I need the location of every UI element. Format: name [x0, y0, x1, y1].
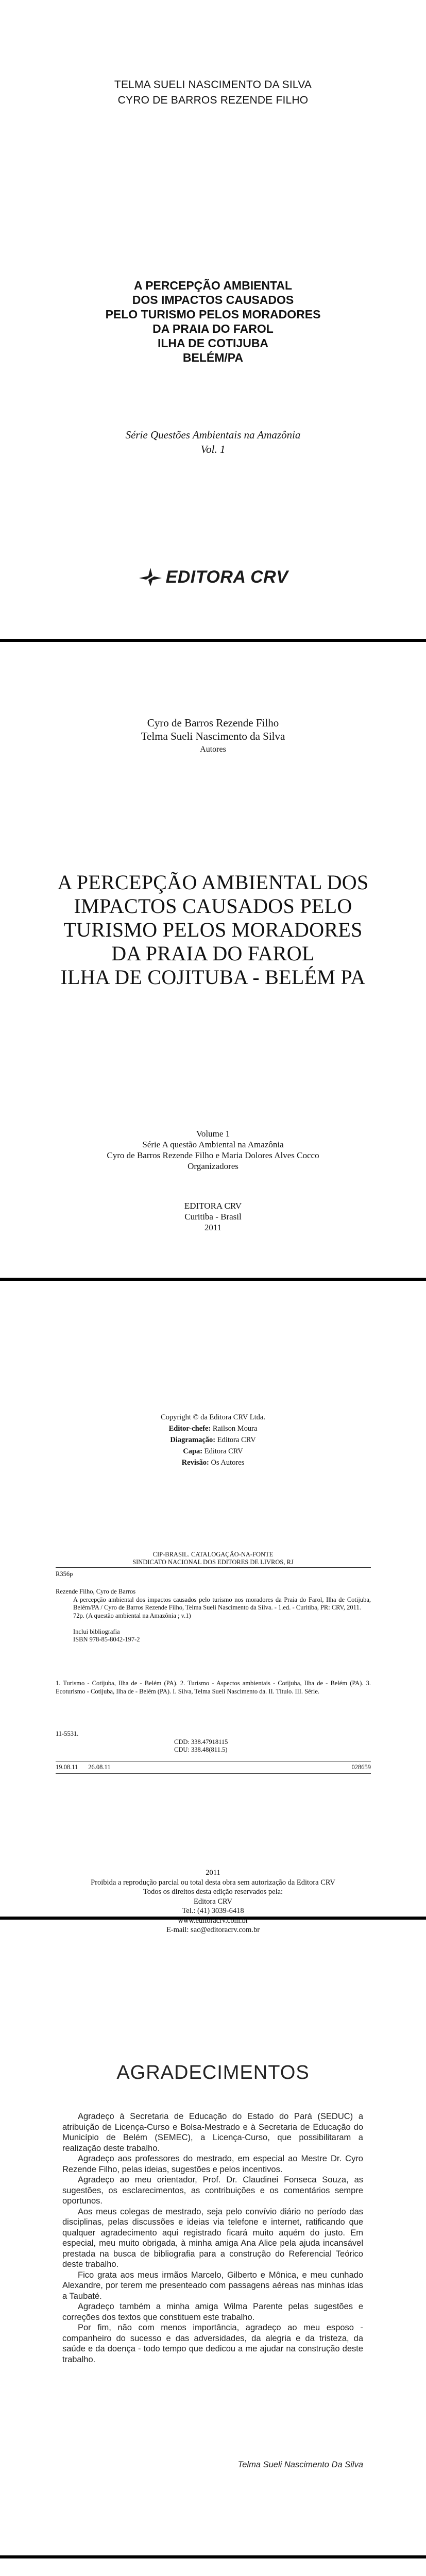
title-page-title-line: ILHA DE COJITUBA - BELÉM PA [60, 965, 366, 989]
acknowledgement-paragraph: Agradeço também a minha amiga Wilma Parente pelas sugestões e correções dos textos que constituem este trabalho. [62, 2302, 363, 2322]
cip-record-line [56, 1620, 371, 1628]
title-page-author: Cyro de Barros Rezende Filho [147, 717, 279, 729]
credit-label: Revisão: [181, 1459, 209, 1467]
title-page-volume-line: Organizadores [188, 1161, 238, 1171]
page-divider [0, 639, 426, 642]
credit-row [0, 1434, 426, 1446]
cip-heading [0, 1551, 426, 1566]
cip-heading-line: CIP-BRASIL. CATALOGAÇÃO-NA-FONTE [152, 1551, 274, 1558]
cip-rule [56, 1567, 371, 1568]
cip-number: 028659 [351, 1764, 371, 1771]
acknowledgements-body [62, 2111, 363, 2365]
cip-dates [56, 1764, 371, 1771]
cip-classification-line: CDU: 338.48(811.5) [174, 1746, 228, 1753]
cover-title-line: DA PRAIA DO FAROL [152, 322, 274, 335]
title-page-author: Telma Sueli Nascimento da Silva [141, 730, 285, 742]
acknowledgement-paragraph: Agradeço aos professores do mestrado, em especial ao Mestre Dr. Cyro Rezende Filho, pelas ideias, sugestões e pelos incentivos. [62, 2154, 363, 2174]
title-page-volume-line: Série A questão Ambiental na Amazônia [142, 1140, 284, 1149]
cip-classification [56, 1730, 371, 1754]
cover-title-line: ILHA DE COTIJUBA [157, 336, 269, 350]
title-page-volume [0, 1128, 426, 1172]
title-page-title-line: DA PRAIA DO FAROL [111, 942, 315, 965]
copyright-line: Copyright © da Editora CRV Ltda. [161, 1413, 265, 1421]
copyright-footer [0, 1868, 426, 1935]
page-divider [0, 1278, 426, 1281]
title-page-publisher-line: 2011 [204, 1223, 222, 1232]
footer-line: Proibida a reprodução parcial ou total desta obra sem autorização da Editora CRV [91, 1878, 335, 1887]
acknowledgement-paragraph: Fico grata aos meus irmãos Marcelo, Gilberto e Mônica, e meu cunhado Alexandre, por terem me presenteado com passagens aéreas nas minhas idas a Taubaté. [62, 2270, 363, 2301]
title-page-title-line: A PERCEPÇÃO AMBIENTAL DOS [57, 871, 369, 894]
footer-line: E-mail: sac@editoracrv.com.br [166, 1926, 260, 1934]
cover-title-line: A PERCEPÇÃO AMBIENTAL [133, 279, 293, 292]
credit-value: Editora CRV [204, 1447, 243, 1455]
cip-record-line: A percepção ambiental dos impactos causados pelo turismo nos moradores da Praia do Farol, Ilha de Cotijuba, Belém/PA / Cyro de Barros Rezende Filho, Telma Sueli Nascimento da Silva. - 1.ed. - Curitiba, PR: CRV, 2011. [73, 1596, 371, 1611]
title-page-volume-line: Volume 1 [196, 1129, 230, 1139]
cover-title [0, 278, 426, 365]
acknowledgement-paragraph: Agradeço à Secretaria de Educação do Estado do Pará (SEDUC) a atribuição de Licença-Curso e Bolsa-Mestrado e à Secretaria de Educação do Município de Belém (SEMEC), a Licença-Curso, que possibilitaram a realização deste trabalho. [62, 2112, 363, 2153]
cover-author: TELMA SUELI NASCIMENTO DA SILVA [114, 79, 312, 91]
title-page-title [0, 871, 426, 989]
acknowledgements-signature: Telma Sueli Nascimento Da Silva [237, 2460, 363, 2469]
cip-record-line: ISBN 978-85-8042-197-2 [73, 1636, 140, 1643]
credits-block [0, 1412, 426, 1468]
cover-title-line: BELÉM/PA [182, 351, 244, 364]
credit-value: Railson Moura [212, 1425, 258, 1433]
cip-record-line: Rezende Filho, Cyro de Barros [56, 1588, 136, 1595]
footer-line: 2011 [206, 1869, 220, 1877]
cip-heading-line: SINDICATO NACIONAL DOS EDITORES DE LIVROS, RJ [132, 1558, 294, 1566]
publisher-logo-icon [138, 567, 163, 587]
cip-code: R356p [56, 1570, 73, 1578]
credit-label: Capa: [183, 1447, 203, 1455]
credit-label: Editor-chefe: [168, 1425, 211, 1433]
cover-title-line: PELO TURISMO PELOS MORADORES [105, 308, 321, 321]
cover-series [0, 428, 426, 456]
cip-subjects: 1. Turismo - Cotijuba, Ilha de - Belém (PA). 2. Turismo - Aspectos ambientais - Cotijuba, Ilha de - Belém (PA). 3. Ecoturismo - Cotijuba, Ilha de - Belém (PA). I. Silva, Telma Sueli Nascimento da. II. Título. III. Série. [56, 1680, 371, 1695]
cip-rule [56, 1773, 371, 1774]
acknowledgement-paragraph: Aos meus colegas de mestrado, seja pelo convívio diário no período das disciplinas, pelas discussões e ideias via telefone e internet, ratificando que qualquer agradecimento aqui registrado ficará muito aquém do justo. Em especial, meu muito obrigada, à minha amiga Ana Alice pela ajuda incansável prestada na busca de bibliografia para a construção do Referencial Teórico deste trabalho. [62, 2207, 363, 2269]
credit-row [0, 1423, 426, 1434]
cip-record [56, 1588, 371, 1644]
credit-row [0, 1457, 426, 1468]
credit-label: Diagramação: [170, 1436, 216, 1444]
cip-date: 26.08.11 [88, 1764, 111, 1771]
footer-line: Tel.: (41) 3039-6418 [182, 1907, 244, 1915]
cover-title-line: DOS IMPACTOS CAUSADOS [132, 293, 294, 307]
title-page-publisher [0, 1200, 426, 1233]
publisher-logo [0, 567, 426, 587]
cip-date: 19.08.11 [56, 1764, 78, 1771]
footer-line: Editora CRV [194, 1897, 232, 1906]
page-divider [0, 2555, 426, 2558]
publisher-logo-text: EDITORA CRV [165, 567, 288, 587]
acknowledgements-heading: AGRADECIMENTOS [116, 2062, 310, 2083]
cip-classification-line: CDD: 338.47918115 [174, 1738, 228, 1745]
credit-value: Editora CRV [217, 1436, 256, 1444]
cover-volume: Vol. 1 [200, 443, 226, 455]
title-page-authors [0, 716, 426, 756]
credit-value: Os Autores [211, 1459, 245, 1467]
title-page-publisher-line: EDITORA CRV [184, 1201, 242, 1211]
footer-line: Todos os direitos desta edição reservados pela: [143, 1888, 283, 1896]
acknowledgement-paragraph: Por fim, não com menos importância, agradeço ao meu esposo - companheiro do sucesso e das adversidades, da alegria e da tristeza, da saúde e da doença - todo tempo que dedicou a me ajudar na construção deste trabalho. [62, 2323, 363, 2364]
title-page-volume-line: Cyro de Barros Rezende Filho e Maria Dolores Alves Cocco [107, 1150, 319, 1160]
footer-line: www.editoracrv.com.br [178, 1916, 248, 1925]
credit-row [0, 1446, 426, 1457]
acknowledgement-paragraph: Agradeço ao meu orientador, Prof. Dr. Claudinei Fonseca Souza, as sugestões, os esclarecimentos, as contribuições e os comentários sempre oportunos. [62, 2175, 363, 2206]
cip-record-line: Inclui bibliografia [73, 1628, 120, 1635]
title-page-title-line: TURISMO PELOS MORADORES [63, 918, 363, 941]
cover-author: CYRO DE BARROS REZENDE FILHO [117, 94, 309, 106]
cip-record-line: 72p. (A questão ambiental na Amazônia ; v.1) [73, 1612, 191, 1619]
title-page-title-line: IMPACTOS CAUSADOS PELO [74, 894, 352, 918]
title-page-publisher-line: Curitiba - Brasil [184, 1212, 242, 1222]
title-page-authors-role: Autores [200, 745, 226, 754]
cover-authors [0, 77, 426, 108]
cip-classification-line: 11-5531. [56, 1730, 79, 1737]
cover-series-name: Série Questões Ambientais na Amazônia [125, 429, 301, 441]
